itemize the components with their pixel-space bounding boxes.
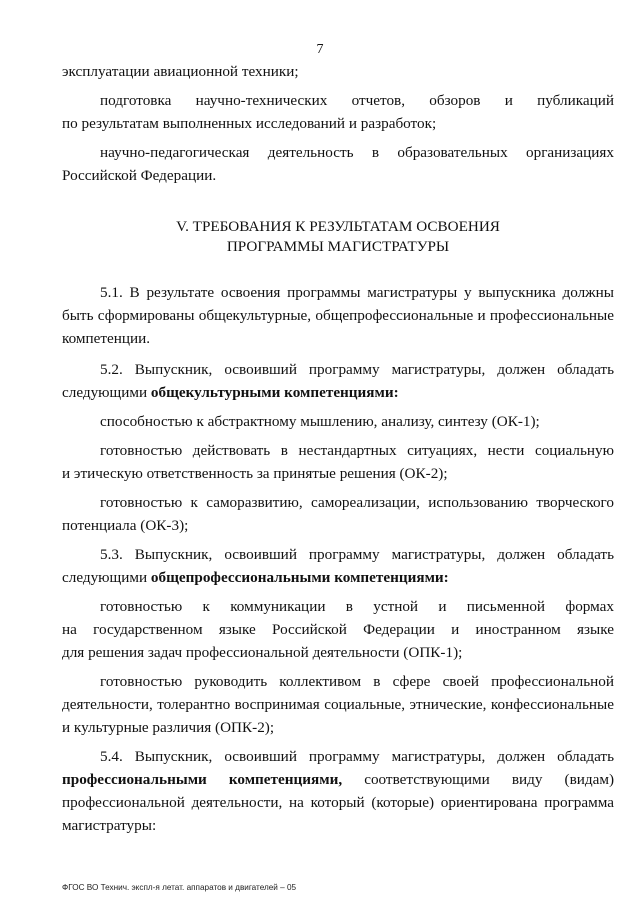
paragraph-5-2 (62, 358, 614, 404)
paragraph-reports (62, 89, 614, 135)
text-line (62, 381, 614, 404)
text-line: деятельности, толерантно воспринимая социальные, этнические, конфессиональные (62, 696, 614, 713)
text-line: 5.1. В результате освоения программы магистратуры у выпускника должны (100, 284, 614, 301)
page-footer: ФГОС ВО Технич. экспл-я летат. аппаратов и двигателей – 05 (62, 883, 297, 892)
section-heading-line: V. ТРЕБОВАНИЯ К РЕЗУЛЬТАТАМ ОСВОЕНИЯ (176, 218, 500, 235)
item-opk-1 (62, 595, 614, 664)
bold-term: общепрофессиональными компетенциями: (150, 569, 449, 586)
item-opk-2 (62, 670, 614, 739)
text-line: Российской Федерации. (62, 167, 217, 184)
text-line: подготовка научно-технических отчетов, обзоров и публикаций (100, 92, 614, 109)
paragraph-5-3 (62, 543, 614, 589)
text-line: готовностью к саморазвитию, самореализации, использованию творческого (100, 494, 614, 511)
text-line: готовностью руководить коллективом в сфере своей профессиональной (100, 673, 614, 690)
text-line: готовностью действовать в нестандартных ситуациях, нести социальную (100, 442, 614, 459)
paragraph-5-1 (62, 281, 614, 350)
text-fragment: соответствующими виду (видам) (342, 771, 615, 788)
text-line: для решения задач профессиональной деятельности (ОПК-1); (62, 644, 463, 661)
paragraph-teaching (62, 141, 614, 187)
paragraph-5-4 (62, 745, 614, 837)
bold-term: профессиональными компетенциями, (62, 771, 343, 788)
text-line (62, 566, 614, 589)
text-line: на государственном языке Российской Федерации и иностранном языке (62, 621, 614, 638)
text-line: магистратуры: (62, 817, 157, 834)
text-fragment: следующими (62, 569, 151, 586)
document-body (62, 60, 614, 837)
text-line: быть сформированы общекультурные, общепрофессиональные и профессиональные (62, 307, 614, 324)
text-line: и культурные различия (ОПК-2); (62, 719, 275, 736)
text-line: потенциала (ОК-3); (62, 517, 189, 534)
section-heading (62, 217, 614, 257)
item-ok-1 (62, 410, 614, 433)
text-line: эксплуатации авиационной техники; (62, 63, 299, 80)
text-line: готовностью к коммуникации в устной и письменной формах (100, 598, 614, 615)
text-line: 5.4. Выпускник, освоивший программу магистратуры, должен обладать (100, 748, 614, 765)
text-line: профессиональной деятельности, на который (которые) ориентирована программа (62, 794, 614, 811)
text-line: компетенции. (62, 330, 151, 347)
text-line: по результатам выполненных исследований и разработок; (62, 115, 437, 132)
text-line (62, 768, 614, 791)
text-line: способностью к абстрактному мышлению, анализу, синтезу (ОК-1); (100, 413, 540, 430)
text-line: научно-педагогическая деятельность в образовательных организациях (100, 144, 614, 161)
text-fragment: следующими (62, 384, 151, 401)
text-line: 5.2. Выпускник, освоивший программу магистратуры, должен обладать (100, 361, 614, 378)
bold-term: общекультурными компетенциями: (150, 384, 399, 401)
item-ok-2 (62, 439, 614, 485)
item-ok-3 (62, 491, 614, 537)
text-line: и этическую ответственность за принятые решения (ОК-2); (62, 465, 448, 482)
text-line: 5.3. Выпускник, освоивший программу магистратуры, должен обладать (100, 546, 614, 563)
paragraph-continuation (62, 60, 614, 83)
section-heading-line: ПРОГРАММЫ МАГИСТРАТУРЫ (226, 238, 450, 255)
page-number: 7 (316, 42, 324, 57)
